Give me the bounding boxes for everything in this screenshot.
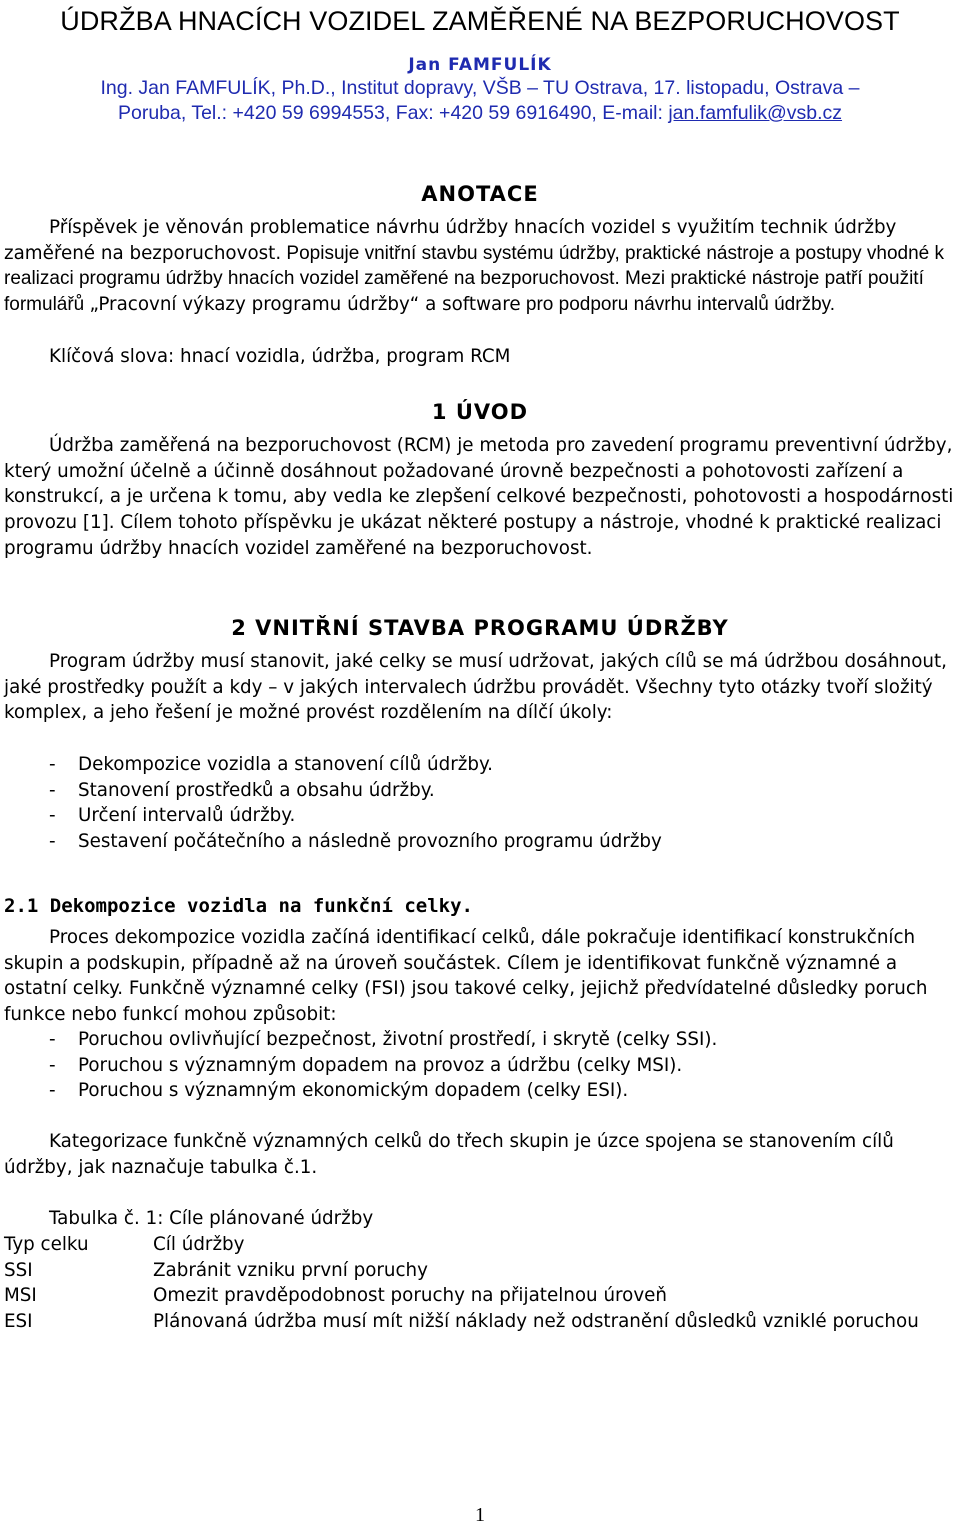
abstract-text — [4, 215, 958, 318]
list-dash: - — [49, 831, 56, 853]
author-name: Jan FAMFULÍK — [408, 55, 552, 75]
subsection-2-1-heading: 2.1 Dekompozice vozidla na funkční celky. — [4, 895, 473, 917]
list-item — [49, 1027, 949, 1053]
table-cell: Plánovaná údržba musí mít nižší náklady než odstranění důsledků vzniklé poruchou — [153, 1311, 919, 1333]
list-dash: - — [49, 779, 56, 801]
table-cell: Omezit pravděpodobnost poruchy na přijatelnou úroveň — [153, 1285, 667, 1307]
table-row — [4, 1283, 953, 1309]
abstract-part-1: Příspěvek je věnován problematice návrhu údržby hnacích vozidel s využitím technik údržby zaměřené na bezporuchovost. — [4, 217, 897, 264]
keywords: Klíčová slova: hnací vozidla, údržba, program RCM — [49, 346, 511, 367]
affiliation-line-2 — [0, 101, 960, 126]
abstract-heading: ANOTACE — [421, 182, 539, 206]
abstract-part-5: pro podporu návrhu intervalů údržby. — [520, 294, 835, 316]
list-dash: - — [49, 754, 56, 775]
goals-table — [4, 1232, 953, 1335]
list-dash: - — [49, 805, 56, 827]
contact-details: Poruba, Tel.: +420 59 6994553, Fax: +420 59 6916490, E-mail: — [117, 102, 669, 124]
paper-title: ÚDRŽBA HNACÍCH VOZIDEL ZAMĚŘENÉ NA BEZPORUCHOVOST — [60, 6, 900, 36]
table-row — [4, 1309, 953, 1335]
abstract-part-4: „Pracovní výkazy programu údržby“ a software — [89, 294, 521, 316]
subsection-2-1-list — [49, 1027, 949, 1104]
affiliation-line-1: Ing. Jan FAMFULÍK, Ph.D., Institut dopravy, VŠB – TU Ostrava, 17. listopadu, Ostrava – — [100, 77, 860, 99]
list-item — [49, 829, 949, 855]
section-1-text: Údržba zaměřená na bezporuchovost (RCM) je metoda pro zavedení programu preventivní údržby, který umožní účelně a účinně dosáhnout požadované úrovně bezpečnosti a pohotovosti zařízení a konstrukcí, a je určena k tomu, aby vedla ke zlepšení celkové bezpečnosti, pohotovosti a hospodárnosti provozu [1]. Cílem tohoto příspěvku je ukázat některé postupy a nástroje, vhodné k praktické realizaci programu údržby hnacích vozidel zaměřené na bezporuchovost. — [4, 435, 954, 559]
author-affiliation — [0, 76, 960, 126]
list-item-text: Určení intervalů údržby. — [78, 805, 296, 827]
list-item-text: Poruchou s významným dopadem na provoz a údržbu (celky MSI). — [78, 1054, 683, 1076]
table-cell: MSI — [4, 1285, 37, 1307]
list-item — [49, 1053, 949, 1079]
table-caption: Tabulka č. 1: Cíle plánované údržby — [49, 1208, 374, 1229]
list-dash: - — [49, 1029, 56, 1050]
list-dash: - — [49, 1080, 56, 1102]
section-1-heading: 1 ÚVOD — [431, 400, 529, 424]
table-cell: ESI — [4, 1311, 33, 1333]
subsection-2-1-text-2: Kategorizace funkčně významných celků do třech skupin je úzce spojena se stanovením cílů údržby, jak naznačuje tabulka č.1. — [4, 1131, 894, 1178]
abstract-part-2: Popisuje vnitřní stavbu systému údržby, praktické nástroje a postupy vhodné k realizaci programu údržby hnacích vozidel zaměřené na bezporuchovost. — [4, 242, 945, 290]
list-item — [49, 803, 949, 829]
table-cell: SSI — [4, 1259, 33, 1281]
subsection-2-1-text: Proces dekompozice vozidla začíná identifikací celků, dále pokračuje identifikací konstrukčních skupin a podskupin, případně až na úroveň součástek. Cílem je identifikovat funkčně významné a ostatní celky. Funkčně významné celky (FSI) jsou takové celky, jejichž předvídatelné důsledky poruch funkce nebo funkcí mohou způsobit: — [4, 927, 928, 1026]
page-number: 1 — [475, 1504, 485, 1526]
list-item — [49, 752, 949, 778]
list-item-text: Poruchou ovlivňující bezpečnost, životní prostředí, i skrytě (celky SSI). — [78, 1029, 718, 1050]
table-cell: Zabránit vzniku první poruchy — [153, 1259, 428, 1281]
email-link[interactable]: jan.famfulik@vsb.cz — [668, 102, 843, 124]
list-item-text: Sestavení počátečního a následně provozního programu údržby — [78, 831, 662, 853]
table-row — [4, 1258, 953, 1284]
list-item-text: Dekompozice vozidla a stanovení cílů údržby. — [78, 754, 493, 775]
section-2-heading: 2 VNITŘNÍ STAVBA PROGRAMU ÚDRŽBY — [231, 616, 729, 640]
list-item-text: Stanovení prostředků a obsahu údržby. — [78, 779, 435, 801]
list-dash: - — [49, 1054, 56, 1076]
table-header-cell: Cíl údržby — [153, 1234, 245, 1255]
abstract-part-3: Mezi praktické nástroje patří použití formulářů — [4, 268, 924, 316]
table-header-row — [4, 1232, 953, 1258]
list-item — [49, 778, 949, 804]
section-2-list — [49, 752, 949, 855]
list-item-text: Poruchou s významným ekonomickým dopadem (celky ESI). — [78, 1080, 629, 1102]
section-2-text: Program údržby musí stanovit, jaké celky se musí udržovat, jakých cílů se má údržbou dosáhnout, jaké prostředky použít a kdy – v jakých intervalech údržbu provádět. Všechny tyto otázky tvoří složitý komplex, a jeho řešení je možné provést rozdělením na dílčí úkoly: — [4, 651, 947, 724]
table-header-cell: Typ celku — [4, 1234, 89, 1255]
list-item — [49, 1078, 949, 1104]
